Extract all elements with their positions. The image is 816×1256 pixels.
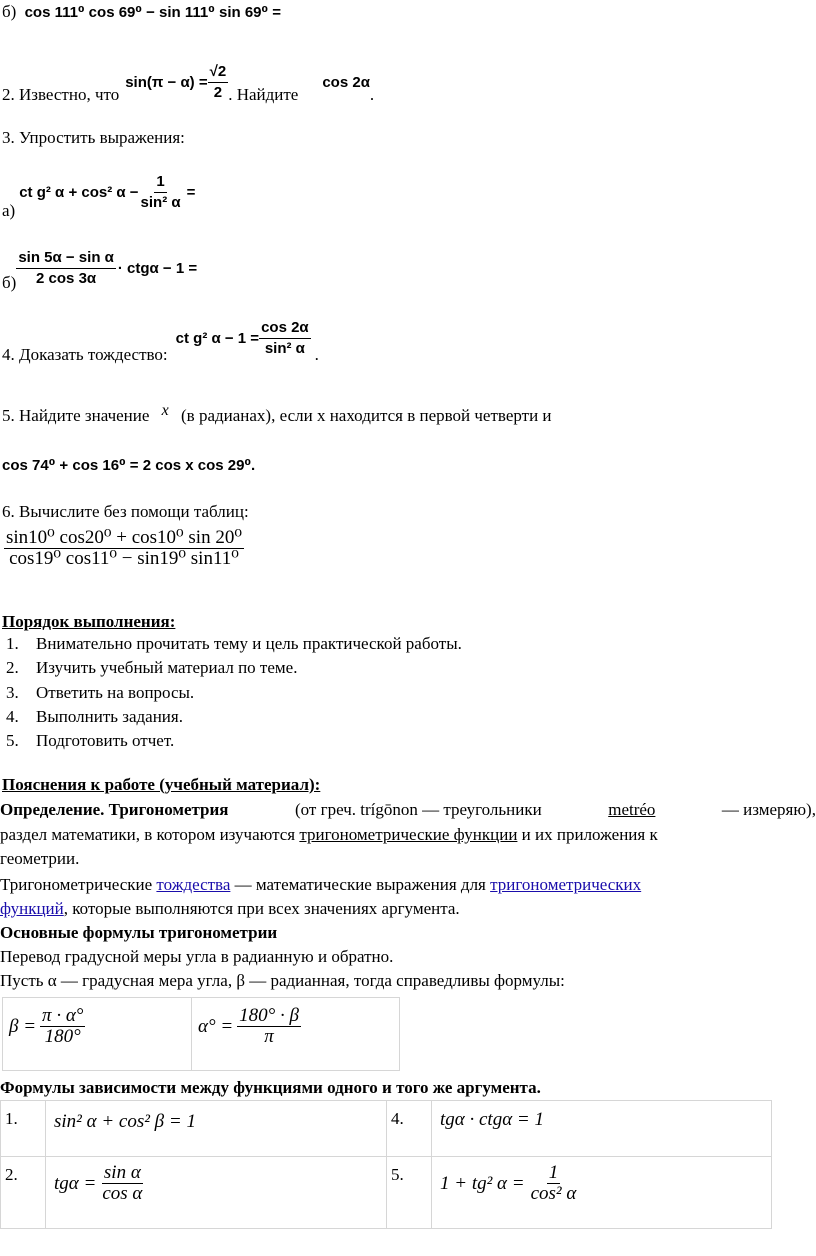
task-3b-num: sin 5α − sin α: [16, 248, 116, 269]
row2-formula1-cell: [46, 1157, 387, 1229]
task-2: [2, 62, 374, 103]
order-item: 2. Изучить учебный материал по теме.: [6, 658, 298, 677]
same-arg-formulas: [0, 1100, 772, 1229]
formula-sin-cos-identity: sin² α + cos² β = 1: [54, 1111, 196, 1132]
basic-formulas-heading: Основные формулы тригонометрии: [0, 923, 278, 942]
definition-line-3: геометрии.: [0, 849, 80, 868]
order-item: 4. Выполнить задания.: [6, 707, 183, 726]
row1-formula1-cell: [46, 1101, 387, 1157]
formula-alpha-lhs: α° =: [198, 1015, 234, 1037]
task-2-end: .: [369, 84, 375, 104]
let-text: Пусть α — градусная мера угла, β — радианная, тогда справедливы формулы:: [0, 971, 565, 990]
definition-metreo: metréo: [608, 800, 656, 819]
task-2-intro: 2. Известно, что: [2, 84, 120, 104]
task-3b: [2, 248, 198, 292]
formula-beta-num: π · α°: [42, 1005, 84, 1026]
definition-part-2: — измеряю),: [721, 800, 816, 819]
task-4-fraction: [259, 318, 311, 359]
formula-beta-den: 180°: [44, 1026, 81, 1047]
row1-num2-cell: 4.: [387, 1101, 432, 1157]
task-3a-end: =: [186, 183, 196, 201]
formula-alpha-den: π: [264, 1026, 274, 1047]
formula-alpha-cell: [192, 998, 400, 1071]
task-3b-fraction: [16, 248, 116, 289]
conversion-formulas: [2, 997, 400, 1071]
task-3a-fraction: [139, 172, 183, 213]
identities-line-1: Тригонометрические тождества — математические выражения для тригонометрических: [0, 875, 642, 894]
task-6-num: sin10⁰ cos20⁰ + cos10⁰ sin 20⁰: [6, 527, 242, 548]
definition-part-1: (от греч. trígōnon — треугольники: [294, 800, 542, 819]
line-b1: [2, 2, 281, 23]
definition-bold: Определение. Тригонометрия: [0, 800, 229, 819]
task-3a-num: 1: [154, 172, 166, 193]
formula-tg-ctg: tgα · ctgα = 1: [440, 1109, 545, 1130]
task-6-text: 6. Вычислите без помощи таблиц:: [2, 502, 249, 521]
task-3a-label: а): [2, 200, 16, 220]
task-4-num: cos 2α: [259, 318, 311, 339]
task-4-lhs: ct g² α − 1 =: [175, 329, 260, 347]
task-3b-den: 2 cos 3α: [36, 270, 97, 287]
task-4-end: .: [314, 344, 319, 364]
order-item: 1. Внимательно прочитать тему и цель практической работы.: [6, 634, 462, 653]
task-5-var: x: [161, 402, 169, 419]
row2-num2-cell: 5.: [387, 1157, 432, 1229]
task-5-post: (в радианах), если x находится в первой четверти и: [181, 406, 552, 425]
task-5-line: [2, 402, 552, 427]
task-2-num: √2: [208, 62, 229, 83]
line-b1-label: б): [2, 2, 17, 21]
formula-one-plus-tg-num: 1: [548, 1162, 559, 1183]
row1-formula2-cell: [432, 1101, 772, 1157]
task-3a: [2, 172, 196, 220]
trig-functions-term: тригонометрические функции: [299, 825, 518, 844]
task-5-equation: cos 74⁰ + cos 16⁰ = 2 cos x cos 29⁰.: [2, 457, 256, 474]
formula-beta-cell: [3, 998, 192, 1071]
formula-one-plus-tg-den: cos² α: [530, 1183, 577, 1204]
task-2-target: cos 2α: [322, 73, 370, 91]
task-6-den: cos19⁰ cos11⁰ − sin19⁰ sin11⁰: [9, 548, 239, 569]
task-3a-den: sin² α: [140, 194, 181, 211]
task-6-fraction: [4, 528, 244, 569]
task-2-mid: . Найдите: [228, 84, 299, 104]
task-3-title: 3. Упростить выражения:: [2, 128, 185, 147]
formula-tg-num: sin α: [103, 1162, 141, 1183]
row2-num1-cell: 2.: [1, 1157, 46, 1229]
task-4-den: sin² α: [264, 340, 305, 357]
task-3b-rest: · ctgα − 1 =: [117, 259, 198, 277]
functions-link[interactable]: функций: [0, 899, 64, 918]
definition-line-1: [0, 799, 816, 821]
task-2-fraction: [208, 62, 229, 103]
order-heading: Порядок выполнения:: [2, 612, 176, 631]
row1-num1-cell: 1.: [1, 1101, 46, 1157]
explain-heading: Пояснения к работе (учебный материал):: [2, 775, 321, 794]
formula-alpha-num: 180° · β: [239, 1005, 299, 1026]
line-b1-expr: cos 111⁰ cos 69⁰ − sin 111⁰ sin 69⁰ =: [24, 4, 282, 21]
row2-formula2-cell: [432, 1157, 772, 1229]
task-5-pre: 5. Найдите значение: [2, 406, 150, 425]
identities-link[interactable]: тождества: [156, 875, 231, 894]
formula-one-plus-tg-lhs: 1 + tg² α =: [440, 1172, 525, 1194]
task-3b-label: б): [2, 272, 17, 292]
formula-tg-lhs: tgα =: [54, 1172, 97, 1194]
trig-functions-link[interactable]: тригонометрических: [490, 875, 642, 894]
task-4-text: 4. Доказать тождество:: [2, 344, 168, 364]
task-4: [2, 318, 319, 364]
formula-tg-den: cos α: [102, 1183, 143, 1204]
convert-text: Перевод градусной меры угла в радианную и обратно.: [0, 947, 394, 966]
same-arg-heading: Формулы зависимости между функциями одного и того же аргумента.: [0, 1078, 541, 1097]
order-item: 5. Подготовить отчет.: [6, 731, 175, 750]
order-item: 3. Ответить на вопросы.: [6, 683, 195, 702]
definition-line-2: раздел математики, в котором изучаются тригонометрические функции и их приложения к: [0, 825, 658, 844]
formula-beta-lhs: β =: [9, 1015, 37, 1037]
identities-line-2: функций, которые выполняются при всех значениях аргумента.: [0, 899, 460, 918]
task-2-den: 2: [213, 84, 223, 101]
task-2-lhs: sin(π − α) =: [125, 73, 208, 91]
task-3a-lhs: ct g² α + cos² α −: [19, 183, 139, 201]
